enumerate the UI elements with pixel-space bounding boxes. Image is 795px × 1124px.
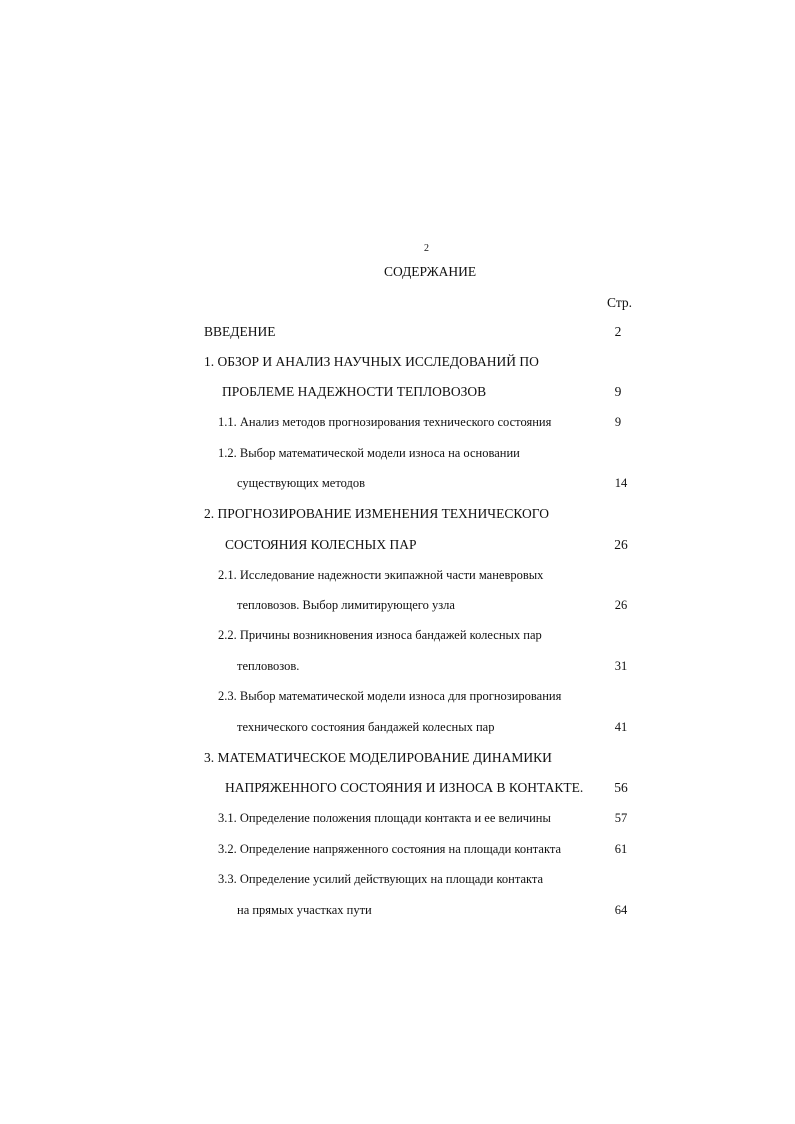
toc-page-3-1: 57	[614, 811, 628, 825]
toc-entry-ch2-cont: СОСТОЯНИЯ КОЛЕСНЫХ ПАР	[225, 537, 417, 552]
toc-page-ch3: 56	[614, 780, 628, 795]
toc-page-2-3: 41	[614, 720, 628, 734]
toc-entry-2-2: 2.2. Причины возникновения износа бандажей колесных пар	[218, 628, 542, 642]
toc-entry-3-2: 3.2. Определение напряженного состояния на площади контакта	[218, 842, 562, 856]
toc-page-1-1: 9	[614, 415, 622, 429]
toc-entry-ch3-cont: НАПРЯЖЕННОГО СОСТОЯНИЯ И ИЗНОСА В КОНТАКТЕ.	[225, 780, 584, 795]
toc-entry-3-3: 3.3. Определение усилий действующих на площади контакта	[218, 872, 544, 886]
toc-page-3-2: 61	[614, 842, 628, 856]
page-title: СОДЕРЖАНИЕ	[384, 264, 477, 279]
toc-entry-2-1: 2.1. Исследование надежности экипажной части маневровых	[218, 568, 544, 582]
toc-page-1-2: 14	[614, 476, 628, 490]
toc-page-ch2: 26	[614, 537, 628, 552]
page-number: 2	[424, 243, 429, 254]
toc-entry-2-2-cont: тепловозов.	[237, 659, 300, 673]
toc-entry-3-1: 3.1. Определение положения площади контакта и ее величины	[218, 811, 551, 825]
toc-entry-intro: ВВЕДЕНИЕ	[204, 324, 276, 339]
toc-entry-3-3-cont: на прямых участках пути	[237, 903, 372, 917]
toc-entry-2-3-cont: технического состояния бандажей колесных пар	[237, 720, 495, 734]
toc-entry-ch1-cont: ПРОБЛЕМЕ НАДЕЖНОСТИ ТЕПЛОВОЗОВ	[222, 384, 487, 399]
toc-entry-ch2: 2. ПРОГНОЗИРОВАНИЕ ИЗМЕНЕНИЯ ТЕХНИЧЕСКОГО	[204, 506, 549, 521]
toc-page-3-3: 64	[614, 903, 628, 917]
toc-page-intro: 2	[614, 324, 622, 339]
toc-entry-2-3: 2.3. Выбор математической модели износа для прогнозирования	[218, 689, 562, 703]
toc-entry-1-1: 1.1. Анализ методов прогнозирования технического состояния	[218, 415, 552, 429]
toc-page-2-1: 26	[614, 598, 628, 612]
toc-entry-2-1-cont: тепловозов. Выбор лимитирующего узла	[237, 598, 455, 612]
pages-column-header: Стр.	[607, 295, 633, 310]
toc-entry-ch1: 1. ОБЗОР И АНАЛИЗ НАУЧНЫХ ИССЛЕДОВАНИЙ ПО	[204, 354, 539, 369]
toc-page-2-2: 31	[614, 659, 628, 673]
toc-entry-ch3: 3. МАТЕМАТИЧЕСКОЕ МОДЕЛИРОВАНИЕ ДИНАМИКИ	[204, 750, 552, 765]
toc-entry-1-2-cont: существующих методов	[237, 476, 366, 490]
toc-page-ch1: 9	[614, 384, 622, 399]
toc-entry-1-2: 1.2. Выбор математической модели износа на основании	[218, 446, 520, 460]
